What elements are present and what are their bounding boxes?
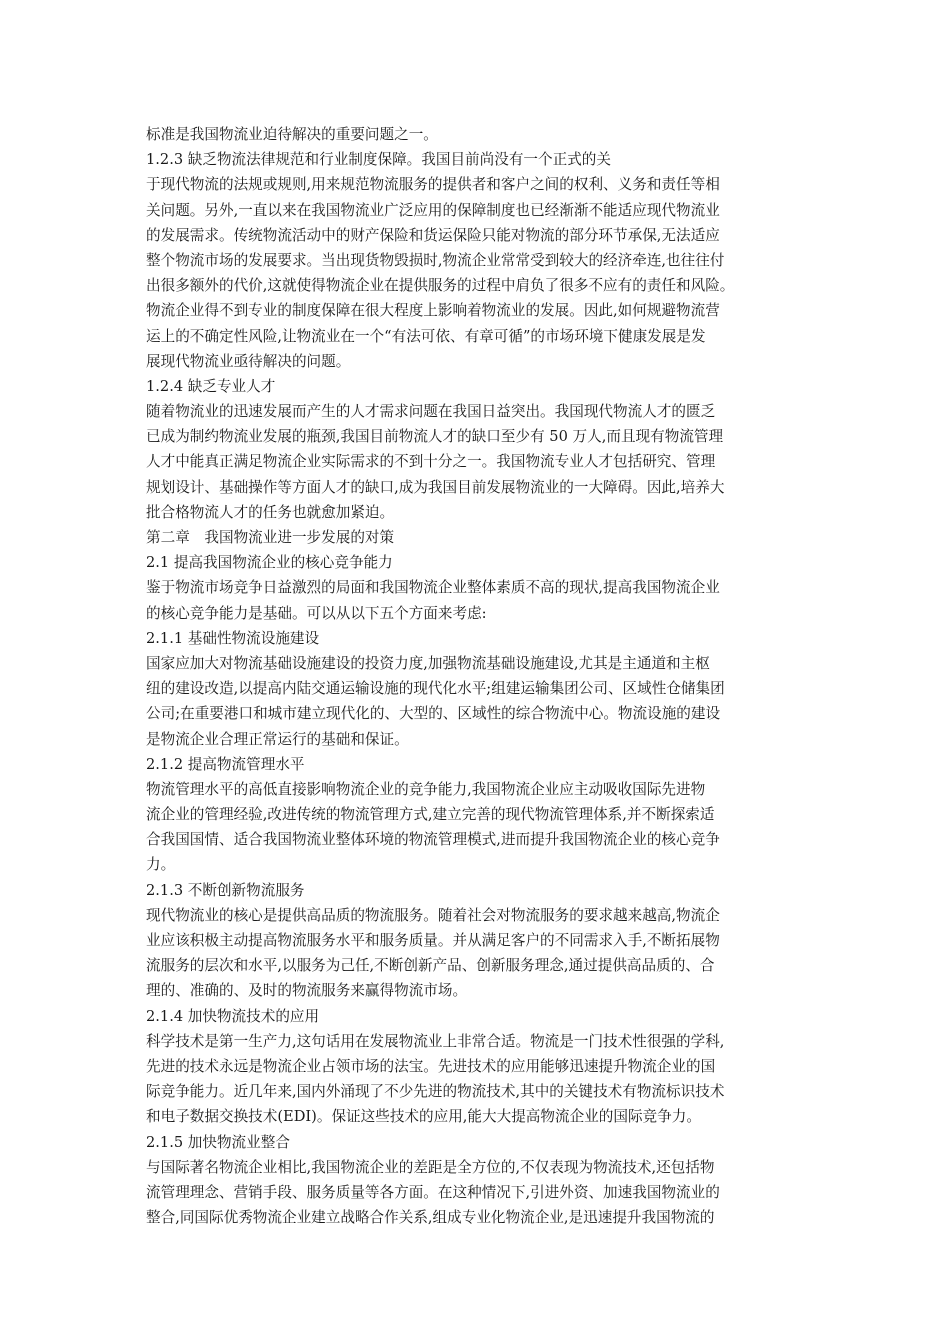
paragraph-line: 与国际著名物流企业相比,我国物流企业的差距是全方位的,不仅表现为物流技术,还包括物 bbox=[146, 1158, 715, 1176]
paragraph-line: 现代物流业的核心是提供高品质的物流服务。随着社会对物流服务的要求越来越高,物流企 bbox=[146, 906, 720, 924]
section-heading: 2.1.4 加快物流技术的应用 bbox=[146, 1007, 320, 1025]
paragraph-line: 是物流企业合理正常运行的基础和保证。 bbox=[146, 730, 409, 748]
paragraph-line: 流服务的层次和水平,以服务为己任,不断创新产品、创新服务理念,通过提供高品质的、合 bbox=[146, 957, 715, 975]
section-heading: 1.2.3 缺乏物流法律规范和行业制度保障。我国目前尚没有一个正式的关 bbox=[146, 151, 611, 169]
paragraph-line: 批合格物流人才的任务也就愈加紧迫。 bbox=[146, 503, 395, 521]
paragraph-line: 已成为制约物流业发展的瓶颈,我国目前物流人才的缺口至少有 50 万人,而且现有物流管理 bbox=[146, 428, 724, 446]
paragraph-line: 业应该积极主动提高物流服务水平和服务质量。并从满足客户的不同需求入手,不断拓展物 bbox=[146, 932, 720, 949]
paragraph-line: 的核心竞争能力是基础。可以从以下五个方面来考虑: bbox=[146, 604, 487, 622]
paragraph-line: 于现代物流的法规或规则,用来规范物流服务的提供者和客户之间的权利、义务和责任等相 bbox=[146, 176, 720, 194]
paragraph-line: 人才中能真正满足物流企业实际需求的不到十分之一。我国物流专业人才包括研究、管理 bbox=[146, 453, 716, 471]
paragraph-line: 物流管理水平的高低直接影响物流企业的竞争能力,我国物流企业应主动吸收国际先进物 bbox=[146, 780, 706, 798]
paragraph-line: 合我国国情、适合我国物流业整体环境的物流管理模式,进而提升我国物流企业的核心竞争 bbox=[146, 831, 720, 849]
section-heading: 第二章 我国物流业进一步发展的对策 bbox=[146, 529, 395, 546]
paragraph-line: 公司;在重要港口和城市建立现代化的、大型的、区域性的综合物流中心。物流设施的建设 bbox=[146, 705, 721, 723]
paragraph-line: 展现代物流业亟待解决的问题。 bbox=[146, 352, 351, 370]
section-heading: 2.1.3 不断创新物流服务 bbox=[146, 881, 305, 899]
paragraph-line: 流企业的管理经验,改进传统的物流管理方式,建立完善的现代物流管理体系,并不断探索适 bbox=[146, 806, 715, 824]
document-body bbox=[146, 122, 810, 1230]
paragraph-line: 标准是我国物流业迫待解决的重要问题之一。 bbox=[146, 126, 438, 143]
paragraph-line: 先进的技术永远是物流企业占领市场的法宝。先进技术的应用能够迅速提升物流企业的国 bbox=[146, 1057, 716, 1075]
paragraph-line: 鉴于物流市场竞争日益激烈的局面和我国物流企业整体素质不高的现状,提高我国物流企业 bbox=[146, 579, 720, 597]
paragraph-line: 际竞争能力。近几年来,国内外涌现了不少先进的物流技术,其中的关键技术有物流标识技术 bbox=[146, 1083, 725, 1101]
paragraph-line: 流管理理念、营销手段、服务质量等各方面。在这种情况下,引进外资、加速我国物流业的 bbox=[146, 1183, 720, 1201]
paragraph-line: 力。 bbox=[146, 856, 176, 874]
paragraph-line: 和电子数据交换技术(EDI)。保证这些技术的应用,能大大提高物流企业的国际竞争力。 bbox=[146, 1108, 701, 1126]
paragraph-line: 整合,同国际优秀物流企业建立战略合作关系,组成专业化物流企业,是迅速提升我国物流的 bbox=[146, 1209, 715, 1227]
paragraph-line: 随着物流业的迅速发展而产生的人才需求问题在我国日益突出。我国现代物流人才的匮乏 bbox=[146, 403, 716, 421]
paragraph-line: 的发展需求。传统物流活动中的财产保险和货运保险只能对物流的部分环节承保,无法适应 bbox=[146, 226, 720, 244]
paragraph-line: 运上的不确定性风险,让物流业在一个“有法可依、有章可循”的市场环境下健康发展是发 bbox=[146, 327, 706, 345]
paragraph-line: 理的、准确的、及时的物流服务来赢得物流市场。 bbox=[146, 982, 468, 1000]
section-heading: 2.1.5 加快物流业整合 bbox=[146, 1133, 290, 1151]
paragraph-line: 纽的建设改造,以提高内陆交通运输设施的现代化水平;组建运输集团公司、区域性仓储集团 bbox=[146, 680, 725, 698]
section-heading: 2.1.2 提高物流管理水平 bbox=[146, 755, 305, 773]
section-heading: 1.2.4 缺乏专业人才 bbox=[146, 377, 276, 395]
section-heading: 2.1 提高我国物流企业的核心竞争能力 bbox=[146, 554, 393, 572]
paragraph-line: 物流企业得不到专业的制度保障在很大程度上影响着物流业的发展。因此,如何规避物流营 bbox=[146, 302, 720, 320]
paragraph-line: 规划设计、基础操作等方面人才的缺口,成为我国目前发展物流业的一大障碍。因此,培养大 bbox=[146, 478, 725, 496]
paragraph-line: 关问题。另外,一直以来在我国物流业广泛应用的保障制度也已经渐渐不能适应现代物流业 bbox=[146, 201, 720, 219]
section-heading: 2.1.1 基础性物流设施建设 bbox=[146, 629, 320, 647]
paragraph-line: 国家应加大对物流基础设施建设的投资力度,加强物流基础设施建设,尤其是主通道和主枢 bbox=[146, 654, 710, 672]
paragraph-line: 整个物流市场的发展要求。当出现货物毁损时,物流企业常常受到较大的经济牵连,也往往付 bbox=[146, 251, 725, 269]
paragraph-line: 科学技术是第一生产力,这句话用在发展物流业上非常合适。物流是一门技术性很强的学科, bbox=[146, 1032, 725, 1050]
paragraph-line: 出很多额外的代价,这就使得物流企业在提供服务的过程中肩负了很多不应有的责任和风险。 bbox=[146, 277, 735, 295]
